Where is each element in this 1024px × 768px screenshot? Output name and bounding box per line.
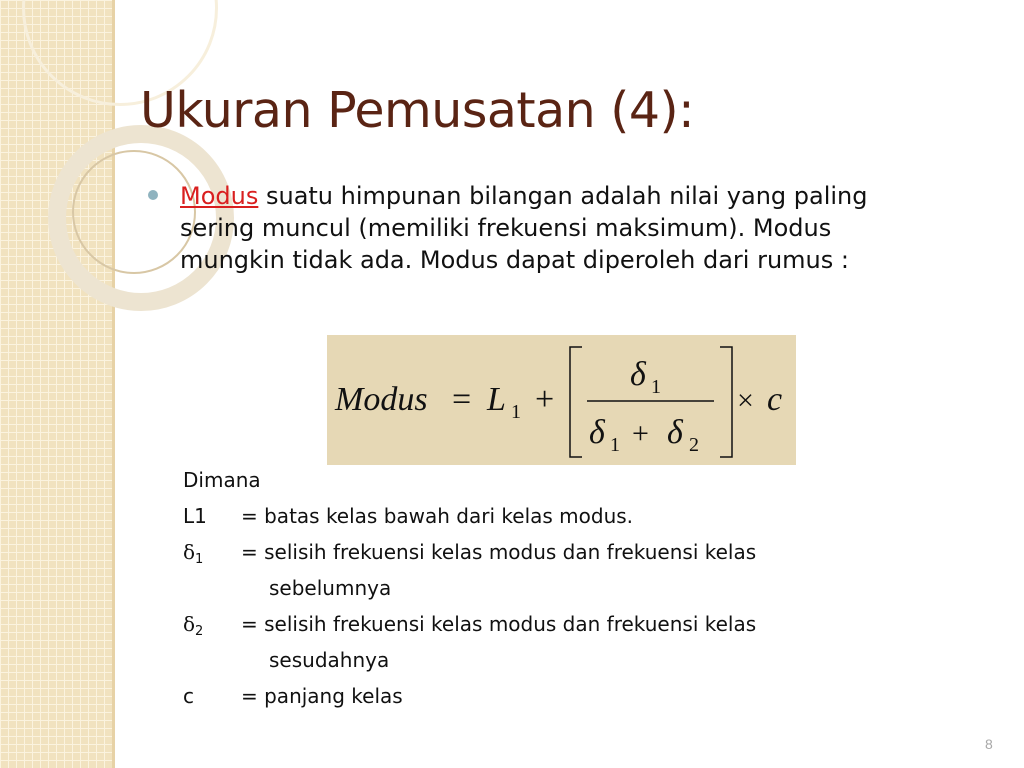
definitions-intro: Dimana — [183, 468, 261, 492]
formula-equals: = — [452, 381, 472, 418]
page-number: 8 — [985, 736, 993, 752]
formula-c: c — [767, 381, 783, 418]
definition-continuation: sesudahnya — [269, 648, 390, 672]
denominator-delta-a: δ — [589, 414, 605, 451]
decorative-sidebar — [0, 0, 112, 768]
numerator-delta: δ — [630, 356, 646, 393]
bullet-item — [148, 180, 918, 276]
definition-row — [183, 534, 757, 570]
formula-L-sub: 1 — [511, 401, 521, 423]
definition-row — [183, 498, 634, 534]
bullet-text — [180, 180, 918, 276]
definition-continuation: sebelumnya — [269, 576, 392, 600]
left-bracket — [570, 347, 582, 457]
bullet-dot-icon — [148, 190, 158, 200]
sidebar-edge — [112, 0, 115, 768]
definitions-intro-row — [183, 462, 261, 498]
delta-symbol: δ — [183, 540, 196, 564]
definition-row — [183, 606, 757, 642]
delta-subscript: 1 — [195, 552, 204, 567]
formula-L: L — [487, 381, 506, 418]
mode-formula — [327, 335, 796, 465]
denominator-sub-a: 1 — [610, 434, 620, 456]
formula-times: × — [737, 384, 754, 417]
formula-image — [327, 335, 796, 465]
formula-plus: + — [535, 381, 555, 418]
definition-row — [183, 678, 403, 714]
definitions-list — [183, 462, 757, 714]
bullet-body: suatu himpunan bilangan adalah nilai yang paling sering muncul (memiliki frekuensi maksimum). Modus mungkin tidak ada. Modus dapat diperoleh dari rumus : — [180, 182, 868, 274]
delta-symbol: δ — [183, 612, 196, 636]
definition-text: = selisih frekuensi kelas modus dan frekuensi kelas — [241, 612, 757, 636]
definition-continuation-row — [183, 642, 390, 678]
definition-text: = selisih frekuensi kelas modus dan frekuensi kelas — [241, 540, 757, 564]
slide-title: Ukuran Pemusatan (4): — [140, 82, 695, 139]
numerator-sub: 1 — [651, 376, 661, 398]
definition-text: = panjang kelas — [241, 684, 403, 708]
delta-subscript: 2 — [195, 624, 204, 639]
formula-lhs: Modus — [335, 381, 428, 418]
definition-continuation-row — [183, 570, 392, 606]
definition-symbol: c — [183, 684, 194, 708]
denominator-delta-b: δ — [667, 414, 683, 451]
definition-symbol: L1 — [183, 504, 207, 528]
denominator-sub-b: 2 — [689, 434, 699, 456]
denominator-plus: + — [632, 417, 649, 450]
definition-text: = batas kelas bawah dari kelas modus. — [241, 504, 634, 528]
modus-link[interactable]: Modus — [180, 182, 259, 210]
right-bracket — [720, 347, 732, 457]
